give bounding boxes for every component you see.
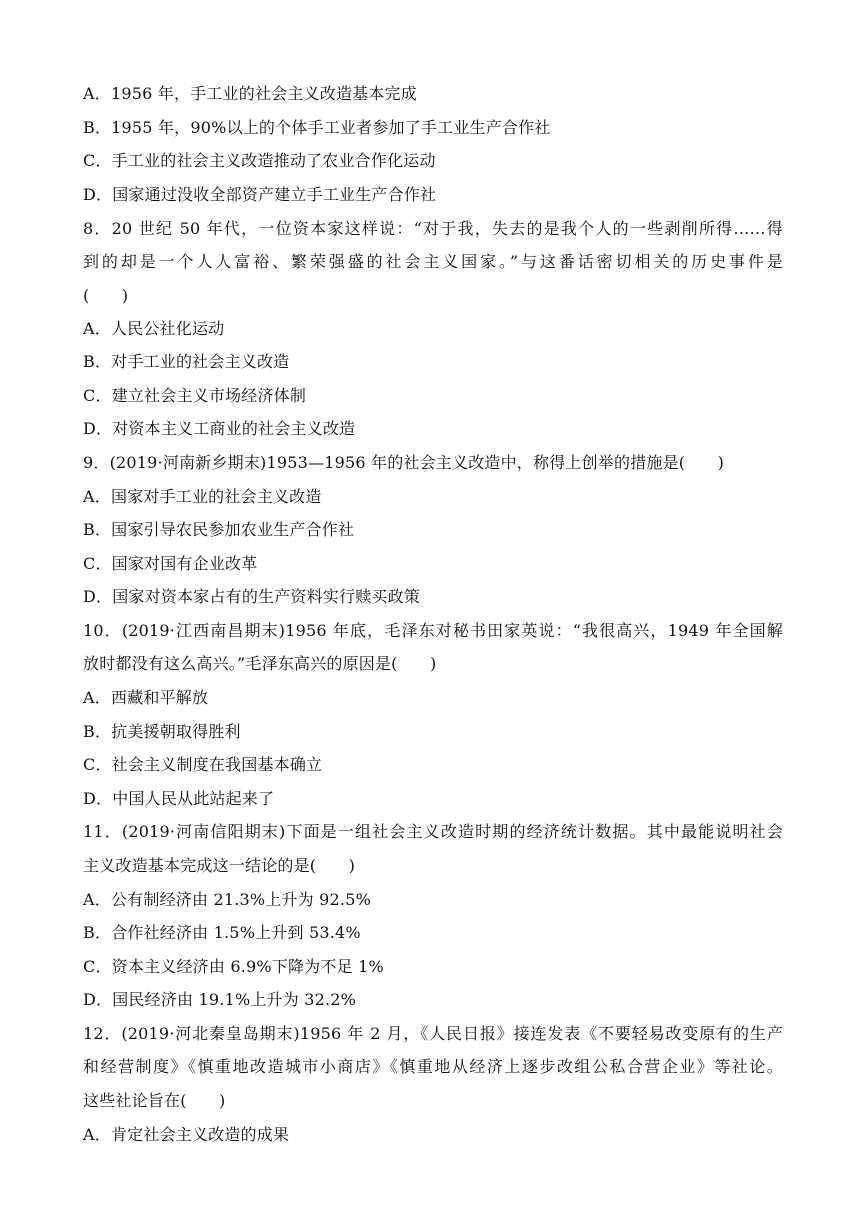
option-9b: B．国家引导农民参加农业生产合作社 [83,520,355,539]
option-7c: C．手工业的社会主义改造推动了农业合作化运动 [83,151,436,170]
option-9c: C．国家对国有企业改革 [83,554,258,573]
question-8-line-2: 到的却是一个人人富裕、繁荣强盛的社会主义国家。”与这番话密切相关的历史事件是 [83,252,783,271]
question-12-line-3: 这些社论旨在( ) [83,1091,226,1110]
option-10c: C．社会主义制度在我国基本确立 [83,755,323,774]
option-9d: D．国家对资本家占有的生产资料实行赎买政策 [83,587,421,606]
option-8b: B．对手工业的社会主义改造 [83,352,290,371]
option-7a: A．1956 年，手工业的社会主义改造基本完成 [83,84,417,103]
option-8d: D．对资本主义工商业的社会主义改造 [83,419,356,438]
option-11c: C．资本主义经济由 6.9%下降为不足 1% [83,957,384,976]
option-8c: C．建立社会主义市场经济体制 [83,386,307,405]
option-7b: B．1955 年，90%以上的个体手工业者参加了手工业生产合作社 [83,118,551,137]
question-10-line-2: 放时都没有这么高兴。”毛泽东高兴的原因是( ) [83,654,437,673]
option-11d: D．国民经济由 19.1%上升为 32.2% [83,990,357,1009]
option-9a: A．国家对手工业的社会主义改造 [83,487,322,506]
question-10-line-1: 10．(2019·江西南昌期末)1956 年底，毛泽东对秘书田家英说：“我很高兴，1949 年全国解 [83,621,783,640]
question-11-line-1: 11．(2019·河南信阳期末)下面是一组社会主义改造时期的经济统计数据。其中最能说明社会 [83,822,783,841]
option-11b: B．合作社经济由 1.5%上升到 53.4% [83,923,361,942]
option-12a: A．肯定社会主义改造的成果 [83,1125,290,1144]
question-11-line-2: 主义改造基本完成这一结论的是( ) [83,856,356,875]
option-10b: B．抗美援朝取得胜利 [83,722,241,741]
question-8-answer-blank: ( ) [83,286,129,305]
question-12-line-2: 和经营制度》《慎重地改造城市小商店》《慎重地从经济上逐步改组公私合营企业》等社论。 [83,1057,783,1076]
option-11a: A．公有制经济由 21.3%上升为 92.5% [83,890,371,909]
option-7d: D．国家通过没收全部资产建立手工业生产合作社 [83,185,437,204]
question-8-line-1: 8．20 世纪 50 年代，一位资本家这样说：“对于我，失去的是我个人的一些剥削所得……得 [83,219,783,238]
option-10a: A．西藏和平解放 [83,688,209,707]
option-10d: D．中国人民从此站起来了 [83,789,275,808]
question-12-line-1: 12．(2019·河北秦皇岛期末)1956 年 2 月，《人民日报》接连发表《不要轻易改变原有的生产 [83,1024,783,1043]
option-8a: A．人民公社化运动 [83,319,225,338]
question-9: 9．(2019·河南新乡期末)1953—1956 年的社会主义改造中，称得上创举的措施是( ) [83,453,725,472]
